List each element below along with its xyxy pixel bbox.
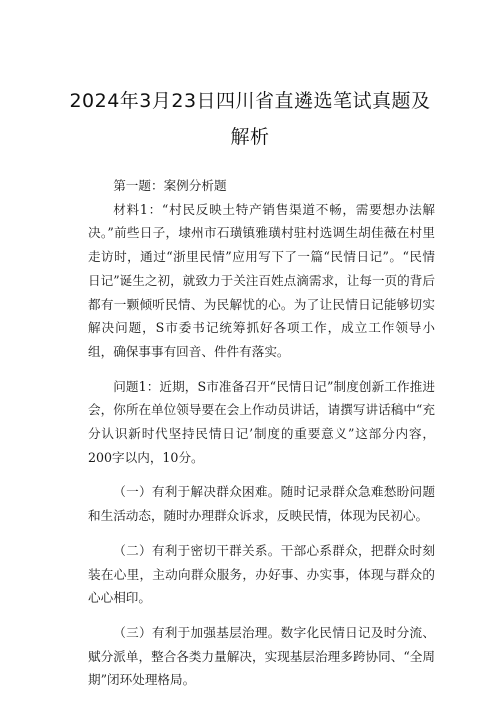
question-paragraph: 问题1：近期，S市准备召开“民情日记”制度创新工作推进会，你所在单位领导要在会上作动员讲话，请撰写讲话稿中“充分认识新时代坚持民情日记’制度的重要意义”这部分内容，200字以内，10分。 <box>88 378 435 465</box>
material-paragraph: 材料1：“村民反映土特产销售渠道不畅，需要想办法解决。”前些日子，埭州市石璜镇雅璜村驻村选调生胡佳薇在村里走访时，通过“浙里民情”应用写下了一篇“民情日记”。“民情日记”诞生之初，就致力于关注百姓点滴需求，让每一页的背后都有一颗倾听民情、为民解忧的心。为了让民情日记能够切实解决问题，S市委书记统筹抓好各项工作，成立工作领导小组，确保事事有回音、件件有落实。 <box>88 201 435 359</box>
answer-point-3: （三）有利于加强基层治理。数字化民情日记及时分流、赋分派单，整合各类力量解决，实现基层治理多跨协同、“全周期”闭环处理格局。 <box>88 624 435 688</box>
section-heading: 第一题：案例分析题 <box>113 178 227 193</box>
document-title-line1: 2024年3月23日四川省直遴选笔试真题及 <box>69 90 431 112</box>
document-body <box>88 174 435 692</box>
answer-point-2: （二）有利于密切干群关系。干部心系群众，把群众时刻装在心里，主动向群众服务，办好事、办实事，体现与群众的心心相印。 <box>88 542 435 606</box>
answer-point-1: （一）有利于解决群众困难。随时记录群众急难愁盼问题和生活动态，随时办理群众诉求，反映民情，体现为民初心。 <box>88 484 435 524</box>
document-title-line2: 解析 <box>230 126 270 148</box>
